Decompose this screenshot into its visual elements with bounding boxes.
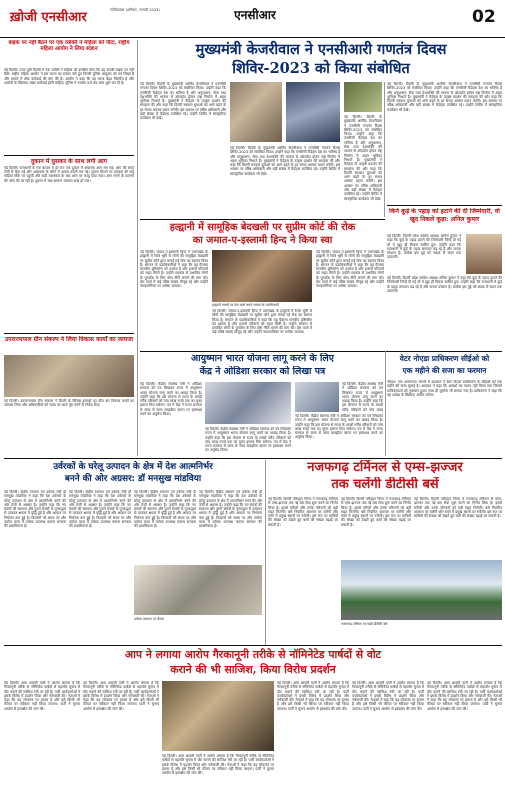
story3-headline-2: केंद्र ने ओडिशा सरकार को लिखा पत्र	[199, 366, 326, 377]
story6-caption: नजफगढ़ टर्मिनल पर खड़ी डीटीसी बसें	[341, 622, 388, 626]
section-title: एनसीआर	[234, 8, 276, 22]
lead-photo-1	[230, 82, 282, 142]
story4-headline-1: वेटर नोएडा प्राधिकरण सीईओ को	[399, 354, 490, 363]
divider	[140, 219, 385, 220]
story4-text: नोएडा। एक अवमानना मामले में अदालत ने ग्रेटर नोएडा प्राधिकरण के सीईओ को एक महीने की सजा सुनाई है। अदालत ने कहा कि आदेशों का पालन नहीं किया गया जिससे याचिकाकर्ता को नुकसान हुआ। साथ ही जुर्माना भी लगाया गया है। प्राधिकरण ने कहा कि वह आदेश के खिलाफ अपील करेगा।	[387, 380, 502, 397]
story3-text-cont: नई दिल्ली। केंद्रीय स्वास्थ्य मंत्री ने ओडिशा सरकार को पत्र लिखकर राज्य में आयुष्मान भारत योजना लागू करने का आग्रह किया है। उन्होंने कहा कि इस योजना से राज्य के लाखों गरीब परिवारों को पांच लाख रुपये तक का मुफ्त इलाज मिल सकेगा। पत्र में केंद्र ने राज्य सरकार से जल्द से जल्द समझौता ज्ञापन पर हस्ताक्षर करने का अनुरोध किया।	[205, 427, 291, 453]
story3-photo-2	[295, 382, 339, 412]
right-box-headline: किर्ने कूड़े के पहाड़ को हटाने की दी जिम्मेदारी, वो खुद निकले कूड़ा: अनिल कुमार	[389, 208, 500, 223]
story7-text-cont-5: नई दिल्ली। आम आदमी पार्टी ने आरोप लगाया है कि गैरकानूनी तरीके से नॉमिनेटेड पार्षदों से महापौर चुनाव में वोट कराने की साजिश रची जा रही है। पार्टी कार्यकर्ताओं ने इसके विरोध में प्रदर्शन किया और नारेबाजी की। नेताओं ने कहा कि यह लोकतंत्र पर हमला है और इसे किसी भी कीमत पर स्वीकार नहीं किया जाएगा। पार्टी ने चुनाव आयोग से हस्तक्षेप की मांग की।	[427, 681, 502, 711]
story5-caption: उर्वरक उत्पादन पर बैठक	[134, 617, 164, 621]
story7-text-cont-2: नई दिल्ली। आम आदमी पार्टी ने आरोप लगाया है कि गैरकानूनी तरीके से नॉमिनेटेड पार्षदों से महापौर चुनाव में वोट कराने की साजिश रची जा रही है। पार्टी कार्यकर्ताओं ने इसके विरोध में प्रदर्शन किया और नारेबाजी की। नेताओं ने कहा कि यह लोकतंत्र पर हमला है और इसे किसी भी कीमत पर स्वीकार नहीं किया जाएगा। पार्टी ने चुनाव आयोग से हस्तक्षेप की मांग की।	[162, 754, 274, 776]
story5-headline-2: बनने की ओर अग्रसर: डॉ मनसुख मांडविया	[64, 474, 202, 484]
left-headline-3: उपराज्यपाल ग्रीन संकल्प ने लिया विकास कार्यों का जायजा	[4, 335, 134, 343]
divider	[140, 351, 502, 352]
divider	[4, 645, 502, 646]
lead-headline-1: मुख्यमंत्री केजरीवाल ने एनसीआरी गणतंत्र दिवस	[195, 41, 447, 58]
story5-text: नई दिल्ली। केंद्रीय रसायन एवं उर्वरक मंत्री डॉ मनसुख मांडविया ने कहा कि देश उर्वरकों के घरेलू उत्पादन के क्षेत्र में आत्मनिर्भर बनने की ओर तेजी से अग्रसर है। उन्होंने कहा कि नए संयंत्रों की स्थापना और पुराने संयंत्रों के पुनरुद्धार से उत्पादन क्षमता में वृद्धि हुई है और आयात पर निर्भरता कम हुई है। किसानों को समय पर और पर्याप्त मात्रा में उर्वरक उपलब्ध कराना सरकार की प्राथमिकता है।	[4, 490, 66, 529]
story7-headline-2: कराने की भी साजिश, किया विरोध प्रदर्शन	[170, 663, 336, 676]
left-text-2: नई दिल्ली। राजधानी के एक बाजार में देर रात एक दुकान में अचानक आग लग गई। आग की लपटें तेजी से फैल गईं और आसपास के लोगों में अफरा-तफरी मच गई। सूचना मिलने पर दमकल की कई गाड़ियां मौके पर पहुंचीं और कड़ी मशक्कत के बाद आग पर काबू पाया गया। आग लगने के कारणों की जांच की जा रही है। दुकान में रखा सामान जलकर राख हो गया।	[4, 165, 134, 183]
story3-text: नई दिल्ली। केंद्रीय स्वास्थ्य मंत्री ने ओडिशा सरकार को पत्र लिखकर राज्य में आयुष्मान भारत योजना लागू करने का आग्रह किया है। उन्होंने कहा कि इस योजना से राज्य के लाखों गरीब परिवारों को पांच लाख रुपये तक का मुफ्त इलाज मिल सकेगा। पत्र में केंद्र ने राज्य सरकार से जल्द से जल्द समझौता ज्ञापन पर हस्ताक्षर करने का अनुरोध किया।	[140, 382, 202, 417]
lead-text-cont-3: नई दिल्ली। दिल्ली के मुख्यमंत्री अरविंद केजरीवाल ने एनसीसी गणतंत्र दिवस शिविर-2023 को संबोधित किया। उन्होंने कहा कि एनसीसी कैडेट्स देश का भविष्य हैं और अनुशासन, सेवा तथा देशभक्ति की भावना से ओतप्रोत होकर राष्ट्र निर्माण में अहम भूमिका निभाते हैं। मुख्यमंत्री ने कैडेट्स के उत्कृष्ट प्रदर्शन की सराहना की और कहा कि दिल्ली सरकार युवाओं को आगे बढ़ने के हर संभव अवसर प्रदान करेगी। इस अवसर पर वरिष्ठ अधिकारी और बड़ी संख्या में कैडेट्स उपस्थित रहे। उन्होंने शिविर में सांस्कृतिक कार्यक्रम भी देखे।	[387, 82, 502, 112]
column-rule	[385, 351, 386, 456]
story5-text-cont: नई दिल्ली। केंद्रीय रसायन एवं उर्वरक मंत्री डॉ मनसुख मांडविया ने कहा कि देश उर्वरकों के घरेलू उत्पादन के क्षेत्र में आत्मनिर्भर बनने की ओर तेजी से अग्रसर है। उन्होंने कहा कि नए संयंत्रों की स्थापना और पुराने संयंत्रों के पुनरुद्धार से उत्पादन क्षमता में वृद्धि हुई है और आयात पर निर्भरता कम हुई है। किसानों को समय पर और पर्याप्त मात्रा में उर्वरक उपलब्ध कराना सरकार की प्राथमिकता है।	[69, 490, 131, 529]
story7-text: नई दिल्ली। आम आदमी पार्टी ने आरोप लगाया है कि गैरकानूनी तरीके से नॉमिनेटेड पार्षदों से महापौर चुनाव में वोट कराने की साजिश रची जा रही है। पार्टी कार्यकर्ताओं ने इसके विरोध में प्रदर्शन किया और नारेबाजी की। नेताओं ने कहा कि यह लोकतंत्र पर हमला है और इसे किसी भी कीमत पर स्वीकार नहीं किया जाएगा। पार्टी ने चुनाव आयोग से हस्तक्षेप की मांग की।	[4, 681, 80, 711]
left-headline-2: दुकान में घुसकर के साथ लगी आग	[30, 157, 108, 165]
story2-caption: हल्द्वानी मामले पर प्रेस वार्ता करते जमात के पदाधिकारी	[212, 303, 279, 307]
column-rule	[137, 40, 138, 456]
page-number: 02	[472, 7, 496, 27]
left-headline-1: बाइक पर नहीं बैठने पर एक व्यक्ति ने महिला को पीटा, राष्ट्रीय महिला आयोग ने लिया संज्ञान	[8, 40, 130, 53]
lead-text: नई दिल्ली। दिल्ली के मुख्यमंत्री अरविंद केजरीवाल ने एनसीसी गणतंत्र दिवस शिविर-2023 को संबोधित किया। उन्होंने कहा कि एनसीसी कैडेट्स देश का भविष्य हैं और अनुशासन, सेवा तथा देशभक्ति की भावना से ओतप्रोत होकर राष्ट्र निर्माण में अहम भूमिका निभाते हैं। मुख्यमंत्री ने कैडेट्स के उत्कृष्ट प्रदर्शन की सराहना की और कहा कि दिल्ली सरकार युवाओं को आगे बढ़ने के हर संभव अवसर प्रदान करेगी। इस अवसर पर वरिष्ठ अधिकारी और बड़ी संख्या में कैडेट्स उपस्थित रहे। उन्होंने शिविर में सांस्कृतिक कार्यक्रम भी देखे।	[140, 82, 226, 121]
story5-text-cont-3: नई दिल्ली। केंद्रीय रसायन एवं उर्वरक मंत्री डॉ मनसुख मांडविया ने कहा कि देश उर्वरकों के घरेलू उत्पादन के क्षेत्र में आत्मनिर्भर बनने की ओर तेजी से अग्रसर है। उन्होंने कहा कि नए संयंत्रों की स्थापना और पुराने संयंत्रों के पुनरुद्धार से उत्पादन क्षमता में वृद्धि हुई है और आयात पर निर्भरता कम हुई है। किसानों को समय पर और पर्याप्त मात्रा में उर्वरक उपलब्ध कराना सरकार की प्राथमिकता है।	[199, 490, 262, 529]
story4-headline-2: एक महीने की सजा का फरमान	[402, 366, 487, 375]
lead-headline-2: शिविर-2023 को किया संबोधित	[232, 60, 410, 77]
story2-headline-1: हल्द्वानी में सामूहिक बेदखली पर सुप्रीम कोर्ट की रोक	[169, 222, 356, 233]
lead-text-cont: नई दिल्ली। दिल्ली के मुख्यमंत्री अरविंद केजरीवाल ने एनसीसी गणतंत्र दिवस शिविर-2023 को संबोधित किया। उन्होंने कहा कि एनसीसी कैडेट्स देश का भविष्य हैं और अनुशासन, सेवा तथा देशभक्ति की भावना से ओतप्रोत होकर राष्ट्र निर्माण में अहम भूमिका निभाते हैं। मुख्यमंत्री ने कैडेट्स के उत्कृष्ट प्रदर्शन की सराहना की और कहा कि दिल्ली सरकार युवाओं को आगे बढ़ने के हर संभव अवसर प्रदान करेगी। इस अवसर पर वरिष्ठ अधिकारी और बड़ी संख्या में कैडेट्स उपस्थित रहे। उन्होंने शिविर में सांस्कृतिक कार्यक्रम भी देखे।	[230, 146, 340, 176]
story5-headline-1: उर्वरकों के घरेलू उत्पादन के क्षेत्र में देश आत्मनिर्भर	[53, 462, 213, 472]
left-photo	[4, 355, 134, 397]
story7-text-cont-4: नई दिल्ली। आम आदमी पार्टी ने आरोप लगाया है कि गैरकानूनी तरीके से नॉमिनेटेड पार्षदों से महापौर चुनाव में वोट कराने की साजिश रची जा रही है। पार्टी कार्यकर्ताओं ने इसके विरोध में प्रदर्शन किया और नारेबाजी की। नेताओं ने कहा कि यह लोकतंत्र पर हमला है और इसे किसी भी कीमत पर स्वीकार नहीं किया जाएगा। पार्टी ने चुनाव आयोग से हस्तक्षेप की मांग की।	[352, 681, 424, 711]
story2-photo	[212, 250, 312, 302]
story2-text-cont: नई दिल्ली। जमात-ए-इस्लामी हिन्द ने उत्तराखंड के हल्द्वानी में रेलवे भूमि से लोगों की सामूहिक बेदखली पर सुप्रीम कोर्ट द्वारा लगाई गई रोक का स्वागत किया है। संगठन के पदाधिकारियों ने कहा कि यह फैसला मानवीय दृष्टिकोण को दर्शाता है और हजारों परिवारों को राहत मिली है। उन्होंने सरकार से प्रभावित लोगों के पुनर्वास के लिए ठोस नीति बनाने की मांग की। प्रेस वार्ता में कई वरिष्ठ सदस्य मौजूद रहे और उन्होंने न्यायपालिका पर भरोसा जताया।	[212, 309, 312, 335]
story2-headline-2: का जमात-ए-इस्लामी हिन्द ने किया स्वा	[192, 235, 333, 246]
story6-headline-1: नजफगढ़ टर्मिनल से एम्स-झज्जर	[307, 460, 463, 475]
masthead	[0, 0, 505, 38]
story7-text-cont-3: नई दिल्ली। आम आदमी पार्टी ने आरोप लगाया है कि गैरकानूनी तरीके से नॉमिनेटेड पार्षदों से महापौर चुनाव में वोट कराने की साजिश रची जा रही है। पार्टी कार्यकर्ताओं ने इसके विरोध में प्रदर्शन किया और नारेबाजी की। नेताओं ने कहा कि यह लोकतंत्र पर हमला है और इसे किसी भी कीमत पर स्वीकार नहीं किया जाएगा। पार्टी ने चुनाव आयोग से हस्तक्षेप की मांग की।	[277, 681, 349, 711]
right-box-text-2: नई दिल्ली। दिल्ली प्रदेश कांग्रेस अध्यक्ष अनिल कुमार ने कहा कि कूड़े के पहाड़ हटाने की जिम्मेदारी जिन्हें दी गई थी वे खुद ही विफल साबित हुए। उन्होंने कहा कि राजधानी में कूड़े के पहाड़ लगातार बढ़ रहे हैं और जनता परेशान है। कांग्रेस इस मुद्दे को सड़क से सदन तक उठाएगी।	[387, 276, 502, 293]
left-text-3: नई दिल्ली। उपराज्यपाल ग्रीन संकल्प ने दिल्ली के विभिन्न इलाकों का दौरा कर विकास कार्यों का जायजा लिया और अधिकारियों को समय पर कार्य पूरा करने के निर्देश दिए।	[4, 398, 134, 407]
lead-photo-3	[344, 82, 382, 112]
story6-text-cont-2: नई दिल्ली। दिल्ली परिवहन निगम ने नजफगढ़ टर्मिनल से एम्स-झज्जर तक नई बस सेवा शुरू करने का निर्णय लिया है। इससे मरीजों और उनके परिजनों को बड़ी राहत मिलेगी। बसें नियमित अंतराल पर चलेंगी और रास्ते में प्रमुख स्थानों पर रुकेंगी। इस रूट पर यात्रियों की संख्या को देखते हुए बसों की संख्या बढ़ाई जा सकती है।	[414, 497, 502, 519]
column-rule	[265, 460, 266, 645]
story7-text-cont: नई दिल्ली। आम आदमी पार्टी ने आरोप लगाया है कि गैरकानूनी तरीके से नॉमिनेटेड पार्षदों से महापौर चुनाव में वोट कराने की साजिश रची जा रही है। पार्टी कार्यकर्ताओं ने इसके विरोध में प्रदर्शन किया और नारेबाजी की। नेताओं ने कहा कि यह लोकतंत्र पर हमला है और इसे किसी भी कीमत पर स्वीकार नहीं किया जाएगा। पार्टी ने चुनाव आयोग से हस्तक्षेप की मांग की।	[83, 681, 159, 711]
left-column	[4, 40, 134, 456]
story2-text-cont-2: नई दिल्ली। जमात-ए-इस्लामी हिन्द ने उत्तराखंड के हल्द्वानी में रेलवे भूमि से लोगों की सामूहिक बेदखली पर सुप्रीम कोर्ट द्वारा लगाई गई रोक का स्वागत किया है। संगठन के पदाधिकारियों ने कहा कि यह फैसला मानवीय दृष्टिकोण को दर्शाता है और हजारों परिवारों को राहत मिली है। उन्होंने सरकार से प्रभावित लोगों के पुनर्वास के लिए ठोस नीति बनाने की मांग की। प्रेस वार्ता में कई वरिष्ठ सदस्य मौजूद रहे और उन्होंने न्यायपालिका पर भरोसा जताया।	[316, 250, 384, 289]
masthead-logo: ख़ोजी एनसीआर	[10, 10, 87, 25]
story7-headline-1: आप ने लगाया आरोप गैरकानूनी तरीके से नॉमिनेटेड पार्षदों से वोट	[124, 648, 382, 661]
divider	[4, 458, 502, 459]
right-box-portrait	[466, 234, 502, 274]
divider	[4, 333, 134, 334]
story3-text-cont-2: नई दिल्ली। केंद्रीय स्वास्थ्य मंत्री ने ओडिशा सरकार को पत्र लिखकर राज्य में आयुष्मान भारत योजना लागू करने का आग्रह किया है। उन्होंने कहा कि इस योजना से राज्य के लाखों गरीब परिवारों को पांच लाख रुपये तक का मुफ्त इलाज मिल सकेगा। पत्र में केंद्र ने राज्य सरकार से जल्द से जल्द समझौता ज्ञापन पर हस्ताक्षर करने का अनुरोध किया।	[295, 414, 383, 440]
story3-headline-1: आयुष्मान भारत योजना लागू करने के लिए	[191, 353, 334, 364]
lead-photo-2	[286, 82, 340, 142]
story3-text-cont-3: नई दिल्ली। केंद्रीय स्वास्थ्य मंत्री ने ओडिशा सरकार को पत्र लिखकर राज्य में आयुष्मान भारत योजना लागू करने का आग्रह किया है। उन्होंने कहा कि इस योजना से राज्य के लाखों गरीब परिवारों को पांच लाख	[342, 382, 383, 412]
story5-text-cont-2: नई दिल्ली। केंद्रीय रसायन एवं उर्वरक मंत्री डॉ मनसुख मांडविया ने कहा कि देश उर्वरकों के घरेलू उत्पादन के क्षेत्र में आत्मनिर्भर बनने की ओर तेजी से अग्रसर है। उन्होंने कहा कि नए संयंत्रों की स्थापना और पुराने संयंत्रों के पुनरुद्धार से उत्पादन क्षमता में वृद्धि हुई है और आयात पर निर्भरता कम हुई है। किसानों को समय पर और पर्याप्त मात्रा में उर्वरक उपलब्ध कराना सरकार की प्राथमिकता है।	[134, 490, 196, 529]
lead-text-cont-2: नई दिल्ली। दिल्ली के मुख्यमंत्री अरविंद केजरीवाल ने एनसीसी गणतंत्र दिवस शिविर-2023 को संबोधित किया। उन्होंने कहा कि एनसीसी कैडेट्स देश का भविष्य हैं और अनुशासन, सेवा तथा देशभक्ति की भावना से ओतप्रोत होकर राष्ट्र निर्माण में अहम भूमिका निभाते हैं। मुख्यमंत्री ने कैडेट्स के उत्कृष्ट प्रदर्शन की सराहना की और कहा कि दिल्ली सरकार युवाओं को आगे बढ़ने के हर संभव अवसर प्रदान करेगी। इस अवसर पर वरिष्ठ अधिकारी और बड़ी संख्या में कैडेट्स उपस्थित रहे। उन्होंने शिविर में सांस्कृतिक कार्यक्रम भी देखे।	[344, 115, 382, 201]
story5-photo	[134, 565, 262, 615]
divider	[4, 155, 134, 156]
story6-text: नई दिल्ली। दिल्ली परिवहन निगम ने नजफगढ़ टर्मिनल से एम्स-झज्जर तक नई बस सेवा शुरू करने का निर्णय लिया है। इससे मरीजों और उनके परिजनों को बड़ी राहत मिलेगी। बसें नियमित अंतराल पर चलेंगी और रास्ते में प्रमुख स्थानों पर रुकेंगी। इस रूट पर यात्रियों की संख्या को देखते हुए बसों की संख्या बढ़ाई जा सकती है।	[268, 497, 338, 527]
story2-text: नई दिल्ली। जमात-ए-इस्लामी हिन्द ने उत्तराखंड के हल्द्वानी में रेलवे भूमि से लोगों की सामूहिक बेदखली पर सुप्रीम कोर्ट द्वारा लगाई गई रोक का स्वागत किया है। संगठन के पदाधिकारियों ने कहा कि यह फैसला मानवीय दृष्टिकोण को दर्शाता है और हजारों परिवारों को राहत मिली है। उन्होंने सरकार से प्रभावित लोगों के पुनर्वास के लिए ठोस नीति बनाने की मांग की। प्रेस वार्ता में कई वरिष्ठ सदस्य मौजूद रहे और उन्होंने न्यायपालिका पर भरोसा जताया।	[140, 250, 208, 289]
story6-photo	[341, 560, 502, 620]
date-line: गाजियाबाद (शनिवार, जनवरी 2023)	[110, 8, 160, 12]
story6-text-cont: नई दिल्ली। दिल्ली परिवहन निगम ने नजफगढ़ टर्मिनल से एम्स-झज्जर तक नई बस सेवा शुरू करने का निर्णय लिया है। इससे मरीजों और उनके परिजनों को बड़ी राहत मिलेगी। बसें नियमित अंतराल पर चलेंगी और रास्ते में प्रमुख स्थानों पर रुकेंगी। इस रूट पर यात्रियों की संख्या को देखते हुए बसों की संख्या बढ़ाई जा सकती है।	[341, 497, 411, 527]
story6-headline-2: तक चलेंगी डीटीसी बसें	[331, 477, 439, 492]
left-text-1: नई दिल्ली। उत्तर-पूर्वी दिल्ली में एक व्यक्ति ने महिला को इसलिए पीटा कि वह उसकी बाइक पर नहीं बैठी। राष्ट्रीय महिला आयोग ने इस घटना का संज्ञान लेते हुए दिल्ली पुलिस आयुक्त को पत्र लिखा है और मामले में शीघ्र कार्रवाई की मांग की है। आयोग ने कहा कि यह घटना बेहद निंदनीय है और आरोपी के खिलाफ सख्त कार्रवाई होनी चाहिए। पुलिस ने मामला दर्ज कर जांच शुरू कर दी है।	[4, 68, 134, 85]
story3-photo-1	[205, 382, 291, 424]
right-box	[387, 205, 502, 340]
right-box-text: नई दिल्ली। दिल्ली प्रदेश कांग्रेस अध्यक्ष अनिल कुमार ने कहा कि कूड़े के पहाड़ हटाने की जिम्मेदारी जिन्हें दी गई थी वे खुद ही विफल साबित हुए। उन्होंने कहा कि राजधानी में कूड़े के पहाड़ लगातार बढ़ रहे हैं और जनता परेशान है। कांग्रेस इस मुद्दे को सड़क से सदन तक उठाएगी।	[387, 234, 461, 260]
column-rule	[384, 82, 385, 217]
story7-photo	[162, 681, 274, 751]
